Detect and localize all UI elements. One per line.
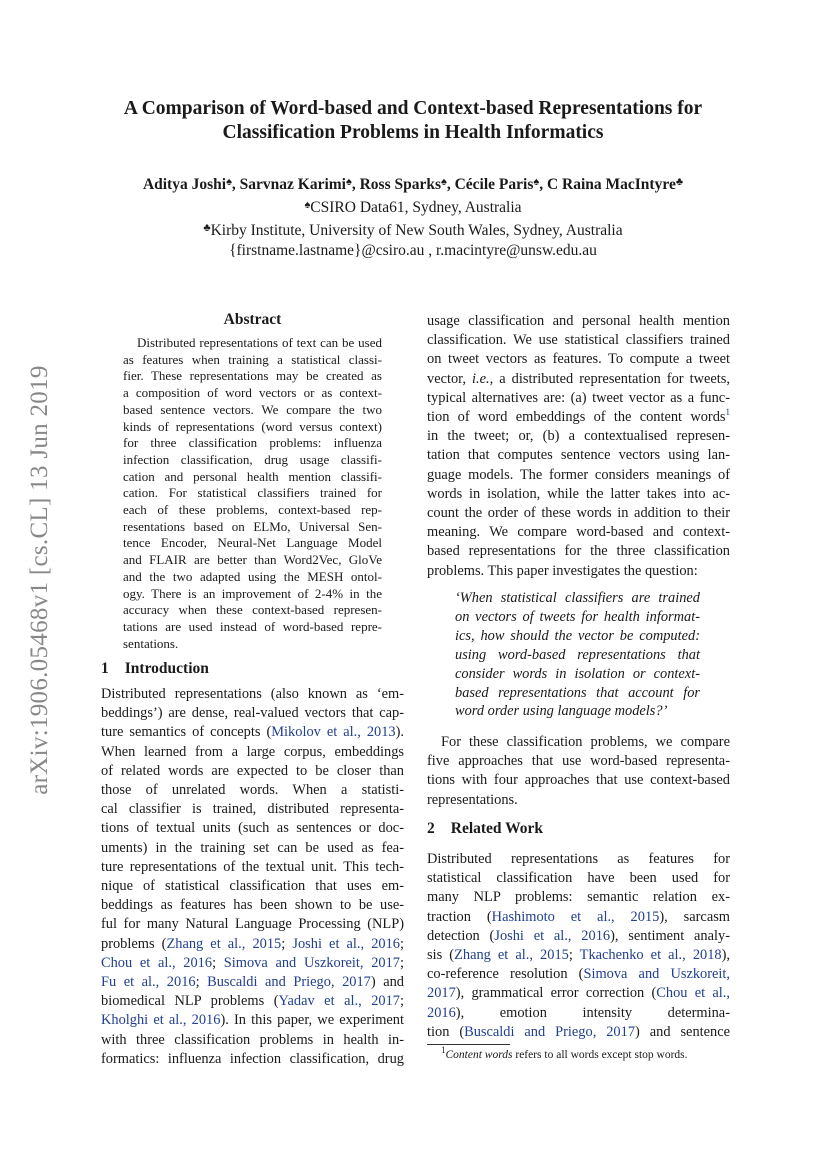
footnote-mark: 1 (441, 1045, 446, 1056)
text-line: 2016), emotion intensity determina- (427, 1004, 730, 1021)
footnote (427, 1045, 730, 1062)
research-question-quote (455, 589, 700, 721)
author-name: Cécile Paris (454, 176, 534, 193)
text-line: guage models. The former considers meanings of (427, 466, 730, 483)
text-line: based sentence vectors. We compare the two (123, 401, 382, 417)
text-line: those of unrelated words. When a statisti- (101, 782, 404, 799)
citation-link[interactable]: Kholghi et al., 2016 (101, 1012, 221, 1029)
text-line: Kholghi et al., 2016). In this paper, we experiment (101, 1012, 404, 1029)
text-line: with three classification problems in health in- (101, 1031, 404, 1048)
section-number: 1 (101, 660, 109, 677)
text-line: each of these problems, context-based rep- (123, 502, 382, 518)
text-line: and FLAIR are better than Word2Vec, GloVe (123, 552, 382, 568)
text-line: using word-based representations that (455, 646, 700, 663)
affiliation-symbol: ♠ (441, 176, 447, 188)
text-line: When learned from a large corpus, embeddings (101, 743, 404, 760)
citation-link[interactable]: Simova and Uszkoreit, (583, 966, 730, 983)
text-line: based representations that account for (455, 684, 700, 701)
paper-title (60, 97, 766, 145)
text-line: tence Encoder, Neural-Net Language Model (123, 535, 382, 551)
citation-link[interactable]: Chou et al., 2016 (101, 954, 213, 971)
text-line: and the two adapted using the MESH ontol- (123, 568, 382, 584)
text-line: ful for many Natural Language Processing (NLP) (101, 916, 404, 933)
text-line: tions of textual units (such as sentences or doc- (101, 820, 404, 837)
text-line: sis (Zhang et al., 2015; Tkachenko et al., 2018), (427, 947, 730, 964)
text-line: sentations. (123, 635, 179, 651)
text-line: For these classification problems, we compare (441, 734, 730, 750)
section-title: Related Work (450, 820, 544, 837)
affiliation-symbol: ♠ (533, 176, 540, 188)
text-line: for three classification problems: influenza (123, 435, 382, 451)
text-line: problems (Zhang et al., 2015; Joshi et al., 2016; (101, 935, 404, 952)
text-line: statistical classification have been used for (427, 870, 730, 887)
text-line: cation. For statistical classifiers trained for (123, 485, 382, 501)
author-name: Aditya Joshi (142, 176, 227, 193)
citation-link[interactable]: Mikolov et al., 2013 (271, 724, 396, 741)
citation-link[interactable]: Fu et al., 2016 (101, 974, 196, 991)
affiliation-2-text: Kirby Institute, University of New South Wales, Sydney, Australia (210, 222, 623, 239)
title-line-1: A Comparison of Word-based and Context-based Representations for (123, 98, 703, 119)
text-line: on tweet vectors as features. To compute a tweet (427, 351, 730, 368)
citation-link[interactable]: Joshi et al., 2016 (292, 935, 400, 952)
section-heading-related-work (427, 820, 543, 838)
text-line: in the tweet; or, (b) a contextualised represen- (427, 428, 730, 445)
citation-link[interactable]: Buscaldi and Priego, 2017 (207, 974, 371, 991)
affiliation-symbol: ♠ (346, 176, 352, 188)
text-line: formatics: influenza infection classification, drug (101, 1050, 404, 1067)
spade-symbol: ♠ (304, 199, 311, 211)
text-line: five approaches that use word-based representa- (427, 753, 730, 770)
citation-link[interactable]: Zhang et al., 2015 (454, 947, 569, 964)
text-line: 2017), grammatical error correction (Chou et al., (427, 985, 730, 1002)
text-line: a composition of word vectors or as context- (123, 385, 382, 401)
introduction-continued (427, 312, 730, 581)
text-line: tation that computes sentence vectors using lan- (427, 447, 730, 464)
text-line: ture representations of the textual unit. This tech- (101, 858, 404, 875)
citation-link[interactable]: 2016 (427, 1004, 456, 1021)
author-name: C Raina MacIntyre (546, 176, 676, 193)
text-line: vector, i.e., a distributed representation for tweets, (427, 370, 730, 387)
citation-link[interactable]: 2017 (427, 985, 456, 1002)
text-line: ogy. There is an improvement of 2-4% in the (123, 585, 382, 601)
club-symbol: ♣ (203, 222, 211, 234)
text-line: detection (Joshi et al., 2016), sentiment analy- (427, 927, 730, 944)
text-line: accuracy when these context-based represen- (123, 602, 382, 618)
citation-link[interactable]: Yadav et al., 2017 (278, 993, 400, 1010)
footnote-rule (427, 1044, 510, 1045)
text-line: uments) in the training set can be used as fea- (101, 839, 404, 856)
text-line: co-reference resolution (Simova and Uszkoreit, (427, 966, 730, 983)
section-number: 2 (427, 820, 435, 837)
text-line: ics, how should the vector be computed: (455, 627, 700, 644)
text-line: fier. These representations may be created as (123, 368, 382, 384)
author-name: Ross Sparks (359, 176, 441, 193)
text-line: ‘When statistical classifiers are trained (455, 590, 700, 606)
text-line: Distributed representations of text can be used (137, 335, 382, 350)
text-line: cal classifier is trained, distributed representa- (101, 801, 404, 818)
text-line: typical alternatives are: (a) tweet vector as a func- (427, 389, 730, 406)
text-line: kinds of representations (word versus context) (123, 418, 382, 434)
text-line: tions with four approaches that use context-based (427, 772, 730, 789)
section-title: Introduction (124, 660, 209, 677)
footnote-text: refers to all words except stop words. (512, 1049, 688, 1061)
text-line: Distributed representations as features for (427, 851, 730, 867)
text-line: many NLP problems: semantic relation ex- (427, 889, 730, 906)
citation-link[interactable]: Tkachenko et al., 2018 (579, 947, 722, 964)
author-emails: {firstname.lastname}@csiro.au , r.macintyre@unsw.edu.au (229, 242, 597, 259)
text-line: count the order of these words in addition to their (427, 505, 730, 522)
author-names: Aditya Joshi♠, Sarvnaz Karimi♠, Ross Sparks♠, Cécile Paris♠, C Raina MacIntyre♣ (142, 176, 684, 193)
text-line: on vectors of tweets for health informat- (455, 608, 700, 625)
text-line: representations. (427, 791, 518, 808)
section-heading-introduction (101, 660, 209, 678)
citation-link[interactable]: Joshi et al., 2016 (494, 927, 611, 944)
text-line: problems. This paper investigates the question: (427, 562, 698, 579)
text-line: tations are used instead of word-based repre- (123, 618, 382, 634)
text-line: traction (Hashimoto et al., 2015), sarcasm (427, 908, 731, 925)
text-line: classification. We use statistical classifiers trained (427, 332, 730, 349)
citation-link[interactable]: Simova and Uszkoreit, 2017 (223, 954, 400, 971)
abstract-heading: Abstract (223, 311, 282, 328)
text-line: consider words in isolation or context- (455, 665, 700, 682)
text-line: Chou et al., 2016; Simova and Uszkoreit, 2017; (101, 954, 404, 971)
text-line: word order using language models?’ (455, 703, 668, 720)
text-line: biomedical NLP problems (Yadav et al., 2017; (101, 993, 404, 1010)
author-block (60, 172, 766, 261)
text-line: of related words are expected to be closer than (101, 762, 404, 779)
affiliation-symbol: ♠ (226, 176, 232, 188)
text-line: beddings as features has been shown to be use- (101, 897, 404, 914)
citation-link[interactable]: Buscaldi and Priego, 2017 (464, 1023, 636, 1040)
affiliation-2 (60, 218, 766, 241)
text-line: infection classification, drug usage classifi- (123, 451, 382, 467)
arxiv-identifier-stamp: arXiv:1906.05468v1 [cs.CL] 13 Jun 2019 (26, 365, 53, 795)
text-line: based representations for the three classification (427, 543, 730, 560)
abstract-body (123, 335, 382, 652)
text-line: meaning. We compare word-based and context- (427, 524, 730, 541)
text-line: beddings’) are dense, real-valued vectors that cap- (101, 705, 404, 722)
affiliation-symbol: ♣ (675, 176, 684, 188)
introduction-body (101, 685, 404, 1069)
approaches-paragraph (427, 733, 730, 810)
footnote-reference[interactable]: 1 (725, 407, 730, 418)
text-line: as features when training a statistical classi- (123, 351, 382, 367)
text-line: ture semantics of concepts (Mikolov et al., 2013). (101, 724, 404, 741)
author-name: Sarvnaz Karimi (239, 176, 346, 193)
text-line: Distributed representations (also known as ‘em- (101, 686, 404, 702)
emphasis: i.e. (472, 370, 490, 387)
citation-link[interactable]: Zhang et al., 2015 (166, 935, 282, 952)
text-line: tion of word embeddings of the content words$^1$ (427, 407, 730, 426)
related-work-body (427, 850, 730, 1042)
affiliation-1-text: CSIRO Data61, Sydney, Australia (310, 199, 522, 216)
footnote-term: Content words (445, 1049, 513, 1061)
text-line: usage classification and personal health mention (427, 313, 730, 329)
text-line: Fu et al., 2016; Buscaldi and Priego, 2017) and (101, 974, 404, 991)
text-line: cation and personal health mention classifi- (123, 468, 382, 484)
text-line: words in isolation, while the latter takes into ac- (427, 485, 730, 502)
citation-link[interactable]: Hashimoto et al., 2015 (491, 908, 660, 925)
text-line: nique of statistical classification that uses em- (101, 878, 404, 895)
affiliation-1 (60, 195, 766, 218)
text-line: resentations based on ELMo, Universal Sen- (123, 518, 382, 534)
text-line: tion (Buscaldi and Priego, 2017) and sentence (427, 1023, 730, 1040)
title-line-2: Classification Problems in Health Informatics (222, 122, 604, 143)
citation-link[interactable]: Chou et al., (656, 985, 730, 1002)
